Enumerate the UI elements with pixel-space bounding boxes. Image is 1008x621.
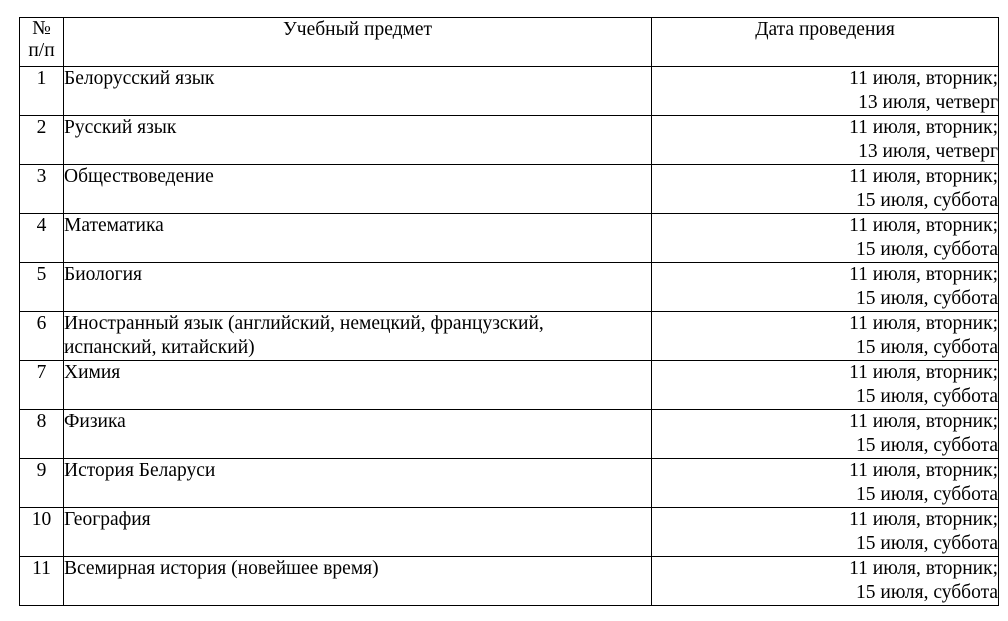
row-number: 3	[20, 165, 64, 214]
table-header	[20, 18, 999, 67]
header-number	[20, 18, 64, 67]
row-subject	[64, 557, 652, 606]
subject-line: Белорусский язык	[64, 68, 215, 89]
row-number: 8	[20, 410, 64, 459]
row-number: 2	[20, 116, 64, 165]
date-line: 11 июля, вторник;	[849, 264, 998, 285]
row-date	[652, 165, 999, 214]
date-line: 15 июля, суббота	[856, 288, 998, 309]
row-subject	[64, 165, 652, 214]
date-line: 11 июля, вторник;	[849, 362, 998, 383]
row-date	[652, 214, 999, 263]
table-row	[20, 508, 999, 557]
date-line: 15 июля, суббота	[856, 337, 998, 358]
row-subject	[64, 410, 652, 459]
date-line: 15 июля, суббота	[856, 484, 998, 505]
date-line: 15 июля, суббота	[856, 190, 998, 211]
subject-line: испанский, китайский)	[64, 337, 255, 358]
row-date	[652, 116, 999, 165]
date-line: 11 июля, вторник;	[849, 509, 998, 530]
row-date	[652, 459, 999, 508]
row-subject	[64, 508, 652, 557]
subject-line: Химия	[64, 362, 121, 383]
subject-line: География	[64, 509, 151, 530]
row-number: 6	[20, 312, 64, 361]
subject-line: Обществоведение	[64, 166, 214, 187]
row-subject	[64, 263, 652, 312]
row-subject	[64, 116, 652, 165]
subject-line: Всемирная история (новейшее время)	[64, 558, 379, 579]
subject-line: Биология	[64, 264, 143, 285]
row-number: 7	[20, 361, 64, 410]
table-row	[20, 410, 999, 459]
row-number: 10	[20, 508, 64, 557]
row-date	[652, 410, 999, 459]
header-row	[20, 18, 999, 67]
header-number-symbol: №	[32, 18, 51, 39]
date-line: 15 июля, суббота	[856, 386, 998, 407]
row-number: 11	[20, 557, 64, 606]
row-date	[652, 361, 999, 410]
date-line: 15 июля, суббота	[856, 533, 998, 554]
date-line: 11 июля, вторник;	[849, 117, 998, 138]
date-line: 15 июля, суббота	[856, 582, 998, 603]
date-line: 13 июля, четверг	[858, 92, 998, 113]
row-subject	[64, 459, 652, 508]
row-number: 1	[20, 67, 64, 116]
header-subject: Учебный предмет	[64, 18, 652, 67]
date-line: 11 июля, вторник;	[849, 460, 998, 481]
row-date	[652, 67, 999, 116]
date-line: 11 июля, вторник;	[849, 411, 998, 432]
table-body	[20, 67, 999, 606]
date-line: 15 июля, суббота	[856, 239, 998, 260]
table-row	[20, 116, 999, 165]
date-line: 11 июля, вторник;	[849, 215, 998, 236]
row-date	[652, 263, 999, 312]
table-row	[20, 361, 999, 410]
subject-line: Математика	[64, 215, 164, 236]
subject-line: Физика	[64, 411, 126, 432]
header-number-abbr: п/п	[28, 40, 55, 61]
exam-schedule-table	[19, 17, 999, 606]
table-row	[20, 67, 999, 116]
row-subject	[64, 312, 652, 361]
date-line: 11 июля, вторник;	[849, 313, 998, 334]
subject-line: История Беларуси	[64, 460, 216, 481]
date-line: 11 июля, вторник;	[849, 558, 998, 579]
date-line: 11 июля, вторник;	[849, 68, 998, 89]
table-row	[20, 214, 999, 263]
row-subject	[64, 214, 652, 263]
row-number: 5	[20, 263, 64, 312]
header-date: Дата проведения	[652, 18, 999, 67]
date-line: 15 июля, суббота	[856, 435, 998, 456]
table-row	[20, 557, 999, 606]
table-row	[20, 165, 999, 214]
row-subject	[64, 67, 652, 116]
row-number: 4	[20, 214, 64, 263]
row-number: 9	[20, 459, 64, 508]
date-line: 13 июля, четверг	[858, 141, 998, 162]
row-date	[652, 557, 999, 606]
row-date	[652, 312, 999, 361]
row-subject	[64, 361, 652, 410]
row-date	[652, 508, 999, 557]
table-row	[20, 459, 999, 508]
date-line: 11 июля, вторник;	[849, 166, 998, 187]
subject-line: Иностранный язык (английский, немецкий, французский,	[64, 313, 544, 334]
table-row	[20, 312, 999, 361]
subject-line: Русский язык	[64, 117, 177, 138]
table-row	[20, 263, 999, 312]
